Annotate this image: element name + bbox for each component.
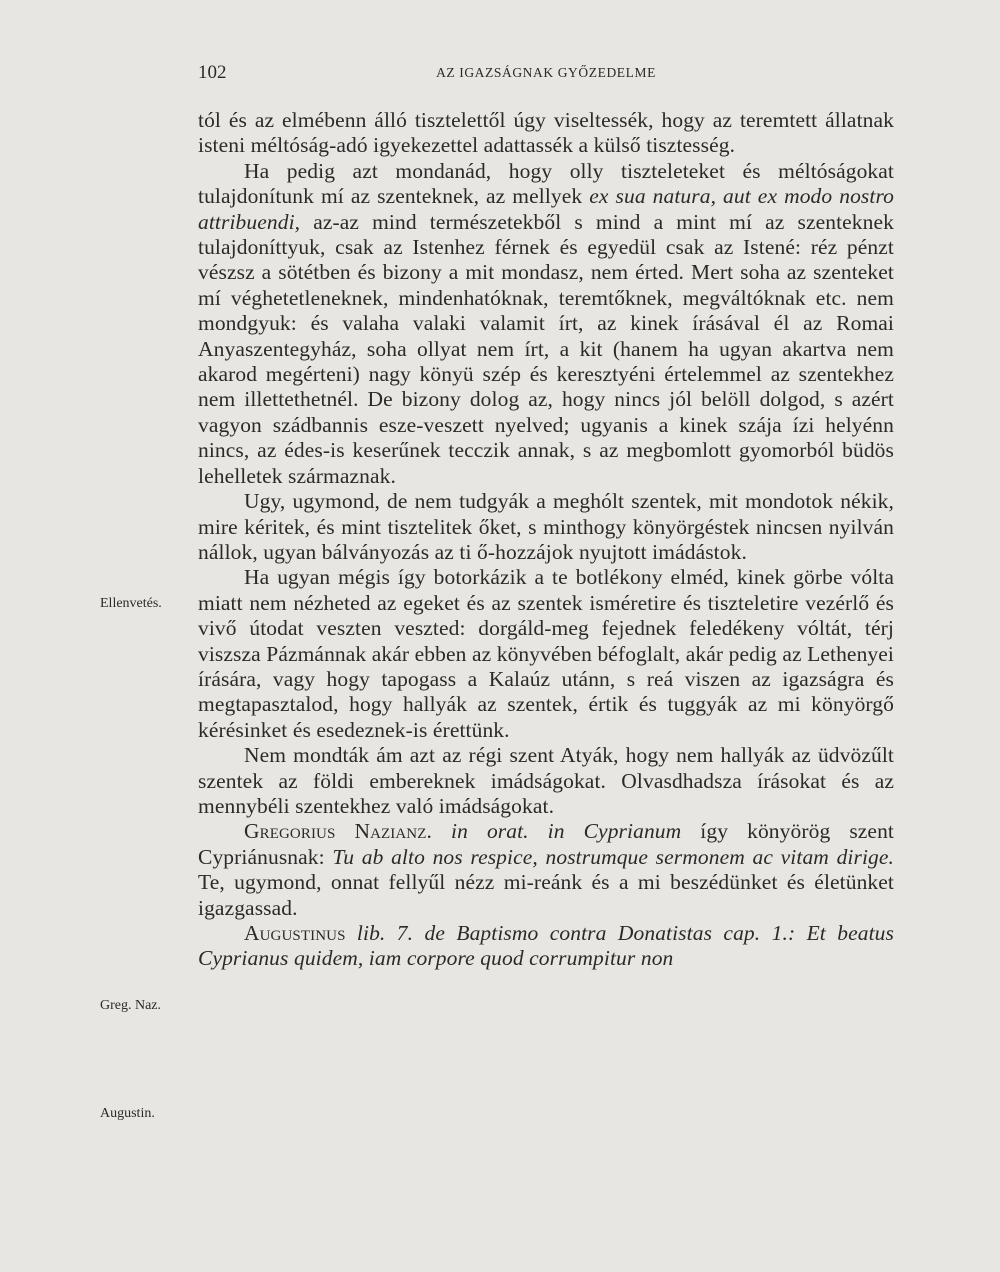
margin-note-ellenvetes: Ellenvetés. bbox=[100, 596, 162, 611]
paragraph-1: tól és az elmébenn álló tisztelettől úgy viseltessék, hogy az teremtett állatnak isteni méltóság-adó igyekezettel adattassék a külső tisztesség. bbox=[198, 108, 894, 158]
author-augustinus: Augustinus bbox=[244, 921, 346, 945]
paragraph-2-latin: ex sua natura, aut ex modo nostro attribuendi, bbox=[198, 184, 894, 234]
paragraph-3: Ugy, ugymond, de nem tudgyák a meghólt szentek, mit mondotok nékik, mire kéritek, és mint tisztelitek őket, s minthogy könyörgéstek nincsen nyilván nállok, ugyan bálványozás az ti ő-hozzájok nyujtott imádástok. bbox=[198, 489, 894, 564]
margin-note-greg-naz: Greg. Naz. bbox=[100, 998, 162, 1013]
paragraph-6-part-d: Te, ugymond, onnat fellyűl nézz mi-reánk és a mi beszédünket és életünket igazgassad. bbox=[198, 870, 894, 920]
paragraph-2-part-c: az-az mind természetekből s mind a mint mí az szenteknek tulajdoníttyuk, csak az Istenhez férnek és egyedül csak az Istené: réz pénzt vészsz a sötétben és bizony a mit mondasz, nem érted. Mert soha az szenteket mí véghetetleneknek, mindenhatóknak, teremtőknek, megváltóknak etc. nem mondgyuk: és valaha valaki valamit írt, az kinek írásával él az Romai Anyaszentegyház, soha ollyat nem írt, a kit (hanem ha ugyan akartva nem akarod megérteni) nagy könyü szép és keresztyéni értelemmel az szentekhez nem illettethetnél. De bizony dolog az, hogy nincs jól belöll dolgod, s azért vagyon szádbannis esze-veszett nyelved; ugyanis a kinek szája ízi helyénn nincs, az édes-is keserűnek tecczik annak, s az megbomlott gyomorból büdös lehelletek származnak. bbox=[198, 209, 894, 488]
body-text bbox=[198, 108, 894, 972]
margin-note-augustin: Augustin. bbox=[100, 1106, 155, 1121]
page-number: 102 bbox=[198, 62, 227, 83]
paragraph-7 bbox=[198, 921, 894, 972]
paragraph-6-source: in orat. in Cyprianum bbox=[431, 819, 682, 844]
author-gregorius: Gregorius Nazianz. bbox=[244, 819, 432, 844]
paragraph-6-part-b: így könyörög szent Cypriánusnak: bbox=[198, 819, 894, 869]
paragraph-2-part-a: Ha pedig azt mondanád, hogy olly tiszteleteket és méltóságokat tulajdonítunk mí az szenteknek, az mellyek bbox=[198, 158, 894, 209]
running-title: AZ IGAZSÁGNAK GYŐZEDELME bbox=[436, 65, 656, 80]
paragraph-2 bbox=[198, 159, 894, 489]
page-header bbox=[198, 62, 894, 88]
paragraph-6 bbox=[198, 819, 894, 921]
paragraph-5: Nem mondták ám azt az régi szent Atyák, hogy nem hallyák az üdvözűlt szentek az földi embereknek imádságokat. Olvasdhadsza írásokat és az mennybéli szentekhez való imádságokat. bbox=[198, 743, 894, 818]
paragraph-7-latin: lib. 7. de Baptismo contra Donatistas cap. 1.: Et beatus Cyprianus quidem, iam corpore quod corrumpitur non bbox=[198, 921, 894, 971]
paragraph-6-latin-quote: Tu ab alto nos respice, nostrumque sermonem ac vitam dirige. bbox=[332, 844, 894, 869]
paragraph-4: Ha ugyan mégis így botorkázik a te botlékony elméd, kinek görbe vólta miatt nem nézheted az egeket és az szentek isméretire és tiszteletire vezérlő és vivő útodat veszten veszted: dorgáld-meg fejednek feledékeny vóltát, térj viszsza Pázmánnak akár ebben az könyvében béfoglalt, akár pedig az Lethenyei írására, vagy hogy tapogass a Kalaúz utánn, s reá viszen az igazságra és megtapasztalod, hogy hallyák az szentek, értik és tuggyák az mi könyörgő kérésinket és esedeznek-is érettünk. bbox=[198, 565, 894, 742]
